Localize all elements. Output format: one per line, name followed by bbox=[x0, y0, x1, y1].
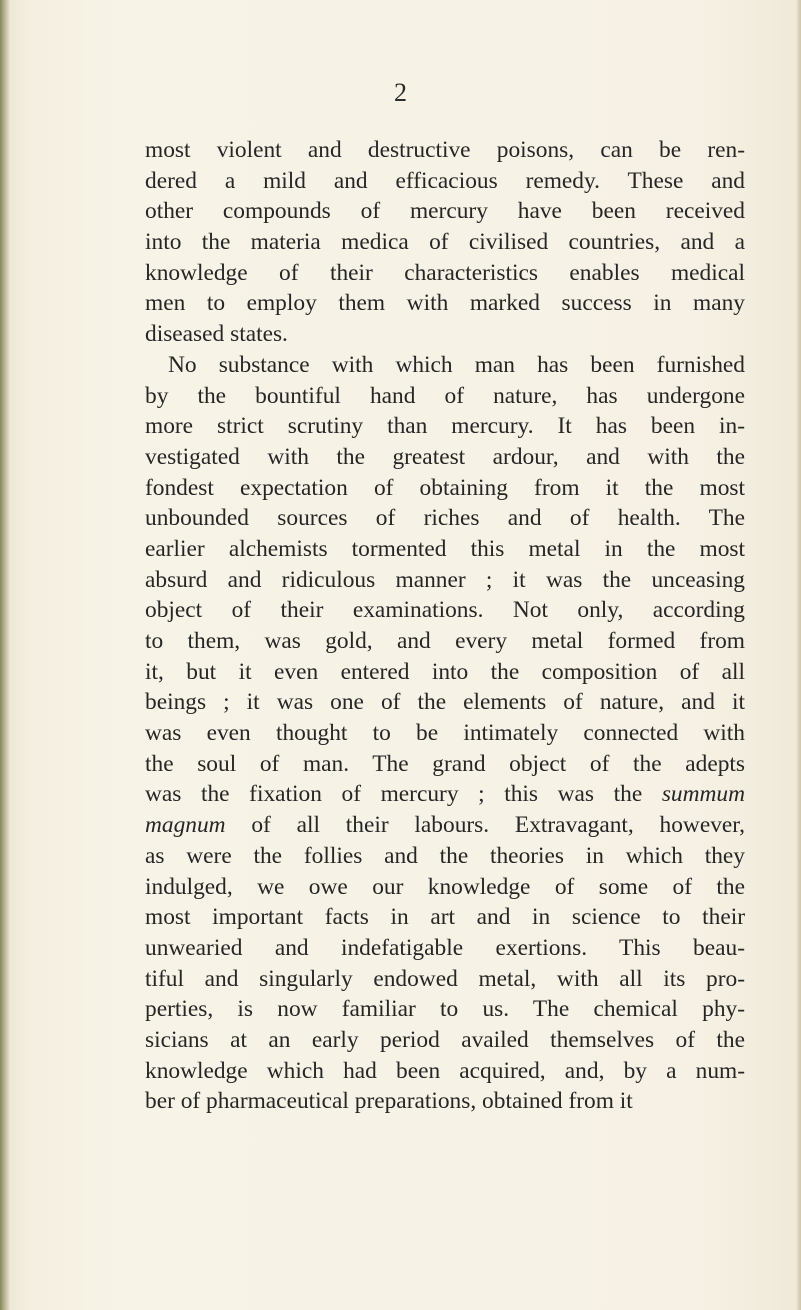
text-line: dered a mild and efficacious remedy. These and bbox=[145, 167, 745, 194]
text-line: No substance with which man has been furnished bbox=[168, 351, 745, 378]
text-line: as were the follies and the theories in which they bbox=[145, 842, 745, 869]
text-line: absurd and ridiculous manner ; it was the unceasing bbox=[145, 566, 745, 593]
text-segment: of all their labours. Extravagant, however, bbox=[251, 812, 745, 839]
text-line: more strict scrutiny than mercury. It has been in- bbox=[145, 413, 745, 440]
text-line: it, but it even entered into the composition of all bbox=[145, 658, 745, 685]
text-line: knowledge which had been acquired, and, by a num- bbox=[145, 1057, 745, 1084]
text-line: men to employ them with marked success in many bbox=[145, 290, 745, 317]
text-line bbox=[145, 779, 745, 810]
text-line: indulged, we owe our knowledge of some of the bbox=[145, 873, 745, 900]
text-line: diseased states. bbox=[145, 321, 288, 348]
text-line: other compounds of mercury have been received bbox=[145, 198, 745, 225]
italic-phrase: summum bbox=[661, 781, 745, 808]
page-right-edge bbox=[796, 0, 801, 1310]
text-line: sicians at an early period availed themselves of the bbox=[145, 1026, 745, 1053]
text-line: vestigated with the greatest ardour, and with the bbox=[145, 443, 745, 470]
italic-phrase: magnum bbox=[145, 812, 226, 839]
text-line: knowledge of their characteristics enables medical bbox=[145, 259, 745, 286]
text-line: unbounded sources of riches and of health. The bbox=[145, 505, 745, 532]
text-line: the soul of man. The grand object of the adepts bbox=[145, 750, 745, 777]
text-line: unwearied and indefatigable exertions. This beau- bbox=[145, 934, 745, 961]
text-line: most violent and destructive poisons, can be ren- bbox=[145, 137, 745, 163]
text-line: was even thought to be intimately connected with bbox=[145, 720, 745, 747]
text-line: most important facts in art and in science to their bbox=[145, 904, 745, 931]
text-line bbox=[145, 810, 745, 841]
text-line: tiful and singularly endowed metal, with all its pro- bbox=[145, 965, 745, 992]
text-line: object of their examinations. Not only, according bbox=[145, 597, 745, 624]
text-line: fondest expectation of obtaining from it the most bbox=[145, 474, 745, 501]
text-line: by the bountiful hand of nature, has undergone bbox=[145, 382, 745, 409]
text-line: ber of pharmaceutical preparations, obtained from it bbox=[145, 1088, 633, 1115]
page-left-edge bbox=[0, 0, 10, 1310]
body-text bbox=[145, 135, 745, 1117]
text-line: perties, is now familiar to us. The chemical phy- bbox=[145, 996, 745, 1023]
page-number: 2 bbox=[394, 78, 407, 107]
text-line: into the materia medica of civilised countries, and a bbox=[145, 229, 745, 256]
text-line: to them, was gold, and every metal formed from bbox=[145, 628, 745, 654]
text-line: beings ; it was one of the elements of nature, and it bbox=[145, 689, 745, 716]
text-segment: was the fixation of mercury ; this was the bbox=[145, 781, 643, 808]
text-line: earlier alchemists tormented this metal in the most bbox=[145, 535, 745, 562]
